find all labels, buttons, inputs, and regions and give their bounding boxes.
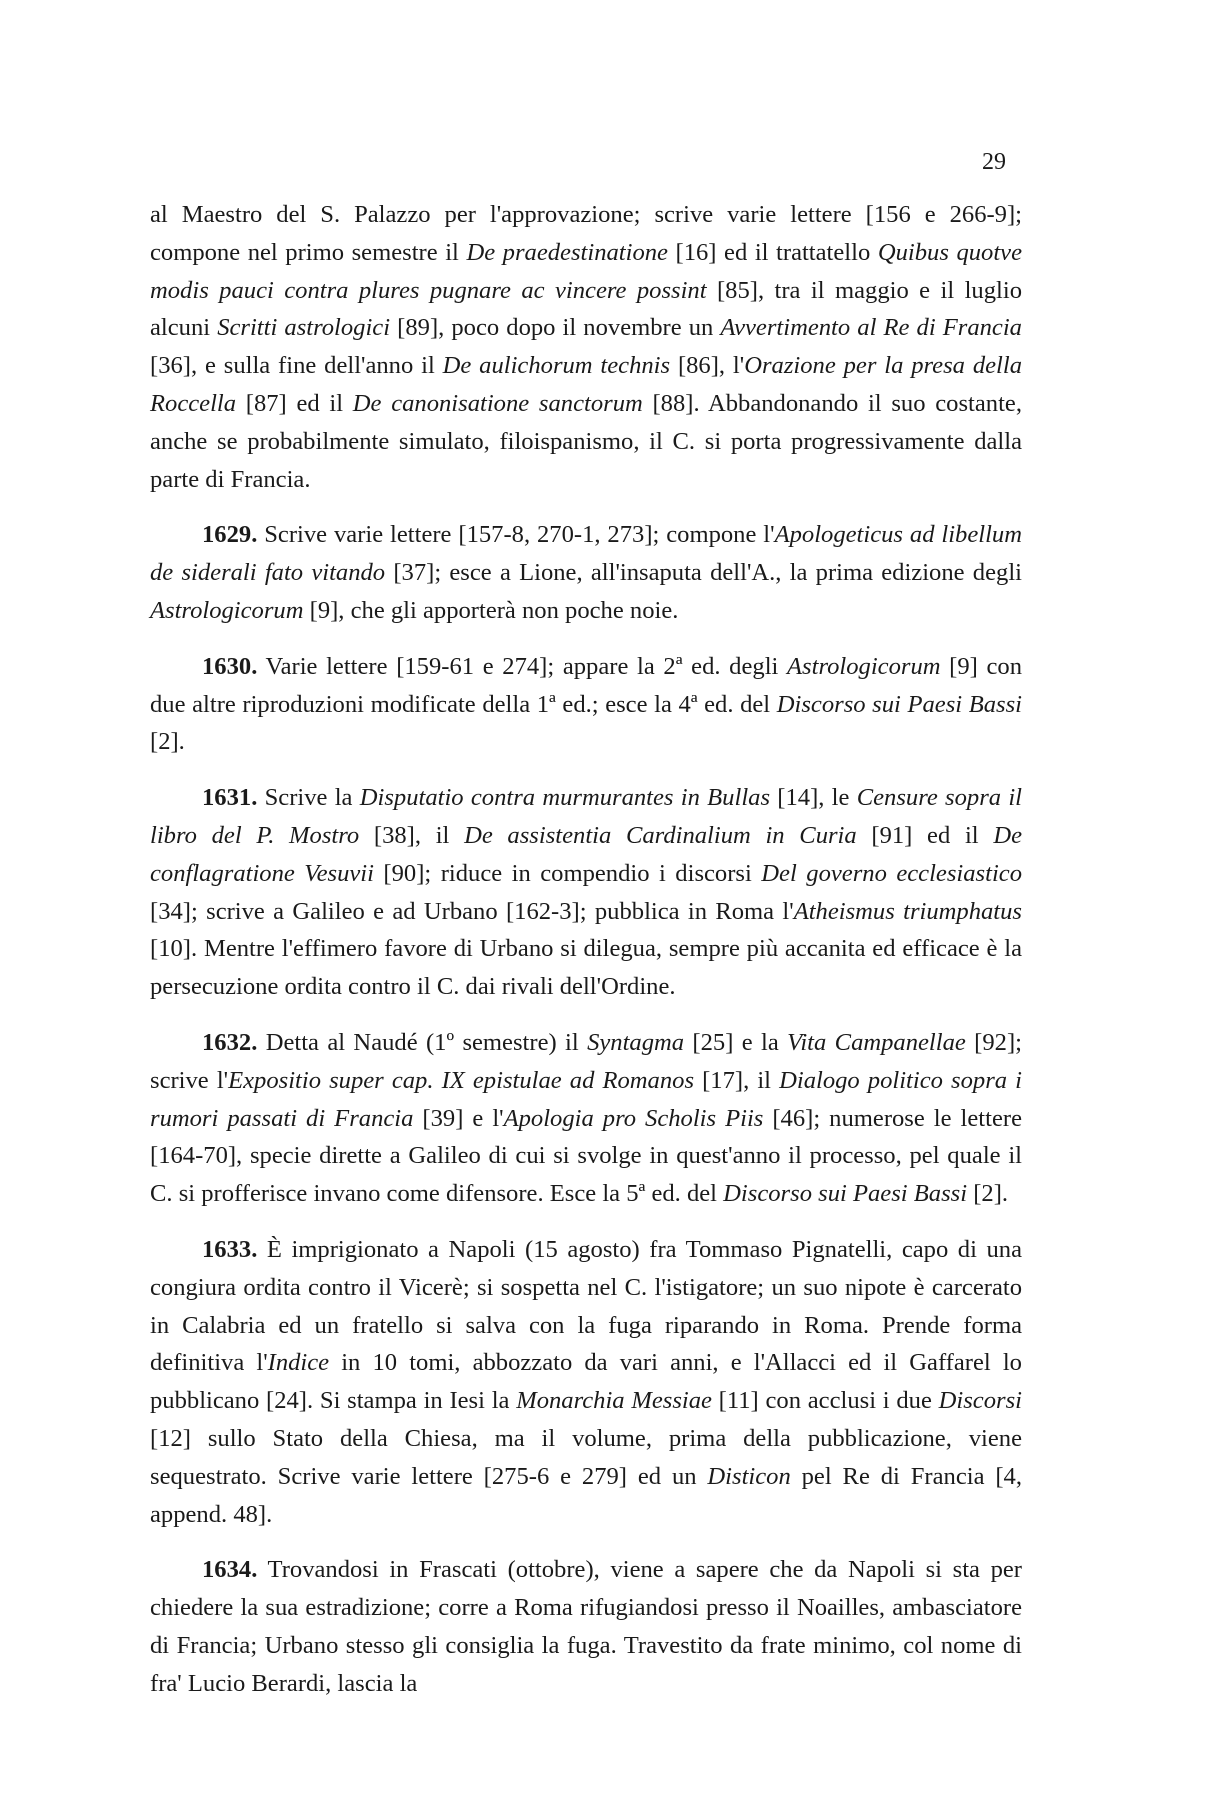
text-run: [10]. Mentre l'effimero favore di Urbano si dilegua, sempre più accanita ed efficace è la persecuzione ordita contro il C. dai rivali dell'Ordine. [150,935,1022,1001]
paragraph [150,648,1022,761]
paragraph-year: 1632. [202,1028,258,1056]
italic-title: Vita Campanellae [787,1028,966,1056]
italic-title: Discorsi [938,1387,1022,1415]
paragraph [150,1231,1022,1533]
italic-title: Expositio super cap. IX epistulae ad Romanos [228,1066,695,1094]
page-number: 29 [982,149,1006,175]
text-run: [25] e la [684,1028,788,1056]
paragraph-year: 1630. [202,652,258,680]
italic-title: Discorso sui Paesi Bassi [776,690,1022,718]
text-run: [37]; esce a Lione, all'insaputa dell'A., la prima edizione degli [385,559,1022,587]
text-run: [90]; riduce in compendio i discorsi [373,859,762,887]
italic-title: Quibus quotve modis pauci contra plures pugnare ac vincere possint [150,238,1022,304]
text-run: [34]; scrive a Galileo e ad Urbano [162-3]; pubblica in Roma l' [150,897,794,925]
paragraph [150,196,1022,498]
italic-title: Disputatio contra murmurantes in Bullas [359,784,771,812]
text-run: [91] ed il [856,821,994,849]
italic-title: Censure sopra il libro del P. Mostro [150,784,1022,849]
paragraph [150,1551,1022,1702]
italic-title: Monarchia Messiae [516,1387,712,1415]
italic-title: Disticon [707,1462,791,1490]
italic-title: De aulichorum technis [442,352,671,380]
text-run: [39] e l' [413,1104,504,1132]
text-run: [16] ed il trattatello [667,238,878,266]
text-run: [88]. Abbandonando il suo costante, anche se probabilmente simulato, filoispanismo, il C. si porta progressivamente dalla parte di Francia. [150,389,1022,493]
text-run: Scrive varie lettere [157-8, 270-1, 273]; compone l' [257,521,775,549]
paragraph [150,516,1022,629]
paragraph [150,779,1022,1006]
text-run: in 10 tomi, abbozzato da vari anni, e l'Allacci ed il Gaffarel lo pubblicano [24]. Si stampa in Iesi la [150,1349,1022,1415]
text-run: [36], e sulla fine dell'anno il [150,352,443,380]
italic-title: Discorso sui Paesi Bassi [723,1180,968,1208]
italic-title: Astrologicorum [787,652,941,680]
paragraph-year: 1634. [202,1556,258,1584]
italic-title: Indice [267,1349,330,1377]
text-run: Trovandosi in Frascati (ottobre), viene a sapere che da Napoli si sta per chiedere la sua estradizione; corre a Roma rifugiandosi presso il Noailles, ambasciatore di Francia; Urbano stesso gli consiglia la fuga. Travestito da frate minimo, col nome di fra' Lucio Berardi, lascia la [150,1556,1022,1697]
italic-title: Scritti astrologici [217,314,391,342]
text-run: [17], il [694,1066,780,1094]
text-run: [11] con acclusi i due [711,1387,939,1415]
italic-title: Avvertimento al Re di Francia [720,314,1022,342]
text-run: [38], il [359,821,465,849]
italic-title: Syntagma [587,1028,685,1056]
text-run: Detta al Naudé (1º semestre) il [257,1028,588,1056]
text-run: Scrive la [257,784,360,812]
text-run: [86], l' [670,352,745,380]
italic-title: Astrologicorum [150,596,304,624]
text-run: [9], che gli apporterà non poche noie. [303,596,679,624]
italic-title: Apologia pro Scholis Piis [503,1104,764,1132]
text-run: [2]. [967,1180,1009,1208]
text-run: [92]; scrive l' [150,1028,1022,1094]
italic-title: Apologeticus ad libellum de siderali fato vitando [150,521,1022,587]
paragraph-year: 1633. [202,1235,258,1263]
italic-title: Orazione per la presa della Roccella [150,352,1022,417]
paragraph [150,1024,1022,1213]
text-run: [87] ed il [236,389,353,417]
text-run: [9] con due altre riproduzioni modificate della 1ª ed.; esce la 4ª ed. del [150,652,1022,718]
text-run: [46]; numerose le lettere [164-70], specie dirette a Galileo di cui si svolge in quest'anno il processo, pel quale il C. si profferisce invano come difensore. Esce la 5ª ed. del [150,1104,1022,1208]
text-run: al Maestro del S. Palazzo per l'approvazione; scrive varie lettere [156 e 266-9]; compone nel primo semestre il [150,201,1022,266]
body-text [150,196,1022,1720]
text-run: Varie lettere [159-61 e 274]; appare la 2ª ed. degli [257,652,788,680]
text-run: [14], le [770,784,857,812]
text-run: [85], tra il maggio e il luglio alcuni [150,276,1022,342]
italic-title: De canonisatione sanctorum [352,389,643,417]
italic-title: De conflagratione Vesuvii [150,821,1023,887]
italic-title: Atheismus triumphatus [793,897,1022,925]
italic-title: De assistentia Cardinalium in Curia [464,821,857,849]
italic-title: De praedestinatione [466,238,668,266]
text-run: [89], poco dopo il novembre un [390,314,721,342]
text-run: pel Re di Francia [4, append. 48]. [150,1462,1022,1528]
italic-title: Del governo ecclesiastico [761,859,1022,887]
paragraph-year: 1629. [202,521,258,549]
paragraph-year: 1631. [202,784,258,812]
text-run: È imprigionato a Napoli (15 agosto) fra Tommaso Pignatelli, capo di una congiura ordita contro il Vicerè; si sospetta nel C. l'istigatore; un suo nipote è carcerato in Calabria ed un fratello si salva con la fuga riparando in Roma. Prende forma definitiva l' [150,1235,1022,1377]
text-run: [12] sullo Stato della Chiesa, ma il volume, prima della pubblicazione, viene sequestrato. Scrive varie lettere [275-6 e 279] ed un [150,1424,1022,1490]
text-run: [2]. [150,728,185,756]
italic-title: Dialogo politico sopra i rumori passati di Francia [150,1066,1022,1132]
